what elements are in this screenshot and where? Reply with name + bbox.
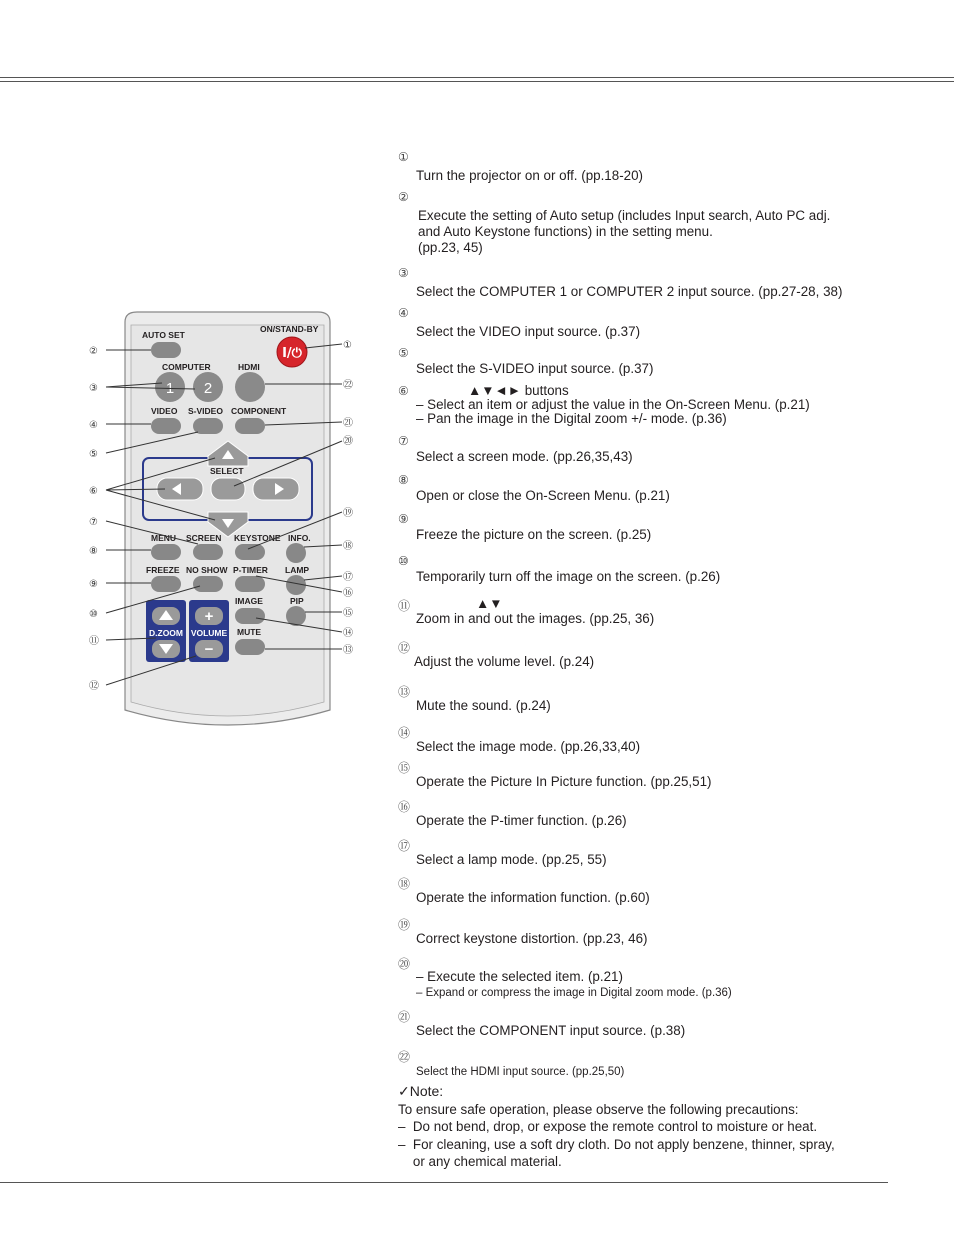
svideo-label: S-VIDEO — [188, 406, 223, 416]
item-number: ⑥ — [398, 384, 409, 398]
dzoom-label: D.ZOOM — [149, 628, 183, 638]
noshow-label: NO SHOW — [186, 565, 228, 575]
item-number: ⑩ — [398, 554, 409, 568]
power-icon: I/⏻ — [282, 346, 302, 361]
item-number: ⑭ — [398, 726, 411, 740]
svideo-button[interactable] — [193, 418, 223, 434]
callout-19: ⑲ — [343, 508, 353, 519]
lamp-label: LAMP — [285, 565, 310, 575]
item-text: – Expand or compress the image in Digital zoom mode. (p.36) — [416, 987, 732, 999]
item-text: Select the HDMI input source. (pp.25,50) — [416, 1066, 625, 1078]
screen-label: SCREEN — [186, 533, 222, 543]
keystone-button[interactable] — [235, 544, 265, 560]
callout-2: ② — [89, 346, 98, 357]
info-label: INFO. — [288, 533, 311, 543]
item-number: ⑫ — [398, 641, 411, 655]
volume-label: VOLUME — [190, 628, 228, 638]
component-button[interactable] — [235, 418, 265, 434]
item-number: ㉒ — [398, 1050, 411, 1064]
item-text: Adjust the volume level. (p.24) — [414, 654, 595, 669]
image-label: IMAGE — [235, 596, 263, 606]
item-text: Operate the information function. (p.60) — [416, 890, 650, 905]
item-number: ⑧ — [398, 473, 409, 487]
mute-label: MUTE — [237, 627, 262, 637]
callout-10: ⑩ — [89, 609, 98, 620]
callout-16: ⑯ — [343, 588, 353, 599]
item-number: ⑪ — [398, 599, 411, 613]
auto-set-button[interactable] — [151, 342, 181, 358]
pip-label: PIP — [290, 596, 304, 606]
note-bullet: or any chemical material. — [398, 1154, 562, 1169]
menu-label: MENU — [151, 533, 177, 543]
item-text: Turn the projector on or off. (pp.18-20) — [416, 168, 644, 183]
computer-1-number: 1 — [165, 380, 175, 397]
item-text: Correct keystone distortion. (pp.23, 46) — [416, 931, 648, 946]
item-number: ㉑ — [398, 1010, 411, 1024]
item-number: ⑱ — [398, 877, 411, 891]
item-text: Select the image mode. (pp.26,33,40) — [416, 739, 641, 754]
select-label: SELECT — [210, 466, 244, 476]
callout-14: ⑭ — [343, 628, 353, 639]
callout-13: ⑬ — [343, 645, 353, 656]
item-text: Select a screen mode. (pp.26,35,43) — [416, 449, 633, 464]
item-text: Select the COMPUTER 1 or COMPUTER 2 input source. (pp.27-28, 38) — [416, 284, 843, 299]
ptimer-label: P-TIMER — [233, 565, 268, 575]
mute-button[interactable] — [235, 639, 265, 655]
callout-3: ③ — [89, 383, 98, 394]
item-text: Open or close the On-Screen Menu. (p.21) — [416, 488, 670, 503]
footer-rule — [0, 1182, 888, 1183]
hdmi-label: HDMI — [238, 362, 260, 372]
callout-20: ⑳ — [343, 436, 353, 447]
item-number: ⑮ — [398, 761, 411, 775]
keystone-label: KEYSTONE — [234, 533, 281, 543]
component-label: COMPONENT — [231, 406, 287, 416]
computer-2-number: 2 — [203, 380, 213, 397]
auto-set-label: AUTO SET — [142, 330, 185, 340]
noshow-button[interactable] — [193, 576, 223, 592]
item-number: ② — [398, 190, 409, 204]
ptimer-button[interactable] — [235, 576, 265, 592]
item-number: ⑳ — [398, 957, 411, 971]
computer-label: COMPUTER — [162, 362, 211, 372]
image-button[interactable] — [235, 608, 265, 624]
item-text: Operate the P-timer function. (p.26) — [416, 813, 627, 828]
callout-6: ⑥ — [89, 486, 98, 497]
svg-text:+: + — [204, 608, 214, 625]
menu-button[interactable] — [151, 544, 181, 560]
item-text: – Execute the selected item. (p.21) — [416, 969, 623, 984]
item-number: ⑦ — [398, 434, 409, 448]
item-text: Freeze the picture on the screen. (p.25) — [416, 527, 652, 542]
item-number: ⑰ — [398, 839, 411, 853]
item-number: ⑯ — [398, 800, 411, 814]
note-intro: To ensure safe operation, please observe the following precautions: — [398, 1102, 799, 1117]
item-text: Select the COMPONENT input source. (p.38) — [416, 1023, 686, 1038]
item-text: and Auto Keystone functions) in the setting menu. — [418, 224, 713, 239]
svg-text:−: − — [204, 641, 214, 658]
item-text: Operate the Picture In Picture function. (pp.25,51) — [416, 774, 712, 789]
item-number: ⑲ — [398, 918, 411, 932]
callout-1: ① — [343, 340, 352, 351]
item-text: – Pan the image in the Digital zoom +/- mode. (p.36) — [416, 411, 727, 426]
callout-5: ⑤ — [89, 449, 98, 460]
note-bullet: – For cleaning, use a soft dry cloth. Do not apply benzene, thinner, spray, — [398, 1137, 835, 1152]
callout-9: ⑨ — [89, 579, 98, 590]
item-text: Execute the setting of Auto setup (includes Input search, Auto PC adj. — [418, 208, 831, 223]
item-number: ⑬ — [398, 685, 411, 699]
note-bullet: – Do not bend, drop, or expose the remote control to moisture or heat. — [398, 1119, 818, 1134]
note-heading: ✓Note: — [398, 1083, 444, 1099]
screen-button[interactable] — [193, 544, 223, 560]
callout-8: ⑧ — [89, 546, 98, 557]
item-number: ③ — [398, 266, 409, 280]
item-number: ④ — [398, 306, 409, 320]
callout-4: ④ — [89, 420, 98, 431]
callout-11: ⑪ — [89, 636, 99, 647]
power-label: ON/STAND-BY — [260, 324, 319, 334]
freeze-label: FREEZE — [146, 565, 180, 575]
item-heading: ▲▼ — [476, 596, 503, 611]
callout-17: ⑰ — [343, 572, 353, 583]
info-button[interactable] — [286, 543, 306, 563]
item-text: Zoom in and out the images. (pp.25, 36) — [416, 611, 655, 626]
item-text: (pp.23, 45) — [418, 240, 483, 255]
item-number: ⑨ — [398, 512, 409, 526]
freeze-button[interactable] — [151, 576, 181, 592]
item-heading: ▲▼◄► buttons — [468, 383, 569, 398]
item-number: ⑤ — [398, 346, 409, 360]
callout-22: ㉒ — [343, 380, 353, 391]
callout-7: ⑦ — [89, 517, 98, 528]
item-text: Temporarily turn off the image on the screen. (p.26) — [416, 569, 721, 584]
callout-21: ㉑ — [343, 418, 353, 429]
item-text: Select the S-VIDEO input source. (p.37) — [416, 361, 654, 376]
video-button[interactable] — [151, 418, 181, 434]
video-label: VIDEO — [151, 406, 178, 416]
item-text: Select the VIDEO input source. (p.37) — [416, 324, 641, 339]
callout-12: ⑫ — [89, 681, 99, 692]
item-text: Mute the sound. (p.24) — [416, 698, 551, 713]
item-text: Select a lamp mode. (pp.25, 55) — [416, 852, 607, 867]
select-button[interactable] — [211, 478, 245, 500]
callout-15: ⑮ — [343, 608, 353, 619]
item-number: ① — [398, 150, 409, 164]
hdmi-button[interactable] — [235, 372, 265, 402]
callout-18: ⑱ — [343, 541, 353, 552]
item-text: – Select an item or adjust the value in the On-Screen Menu. (p.21) — [416, 397, 810, 412]
